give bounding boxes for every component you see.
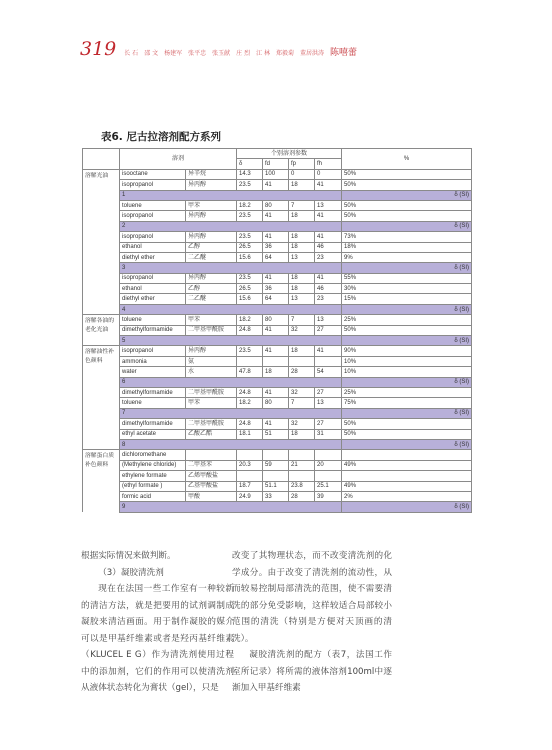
fp-cell: 0	[289, 169, 315, 179]
solvent-en-cell: isopropanol	[120, 346, 186, 356]
fh-cell: 41	[315, 273, 342, 283]
fp-cell: 18	[289, 242, 315, 252]
fp-cell	[289, 450, 315, 460]
fp-cell	[289, 356, 315, 366]
table-row	[83, 315, 472, 325]
header-blank-cell	[83, 149, 120, 170]
header-name: 庄 烈	[236, 50, 251, 57]
body-column-left	[81, 548, 234, 697]
solvent-zh-cell: 二乙醚	[186, 252, 237, 262]
table-row	[83, 429, 472, 439]
solvent-zh-cell: 乙醇	[186, 242, 237, 252]
percent-cell: 75%	[342, 398, 472, 408]
fh-cell: 54	[315, 367, 342, 377]
percent-cell: 50%	[342, 169, 472, 179]
table-row	[83, 471, 472, 481]
table-row	[83, 346, 472, 356]
table-row	[83, 211, 472, 221]
paragraph: 凝胶清洗剂的配方（表7，法国工作室所记录）将所需的液体溶剂100ml中逐渐加入甲基纤维素	[232, 650, 392, 693]
fp-cell: 28	[289, 367, 315, 377]
solvent-en-cell: dimethylformamide	[120, 419, 186, 429]
fp-cell: 13	[289, 294, 315, 304]
table-row	[83, 387, 472, 397]
mixture-row	[83, 439, 472, 449]
delta-cell: 23.5	[237, 211, 263, 221]
solvent-en-cell: diethyl ether	[120, 252, 186, 262]
fh-cell: 13	[315, 200, 342, 210]
delta-si-cell: δ (SI)	[342, 377, 472, 387]
fp-cell: 7	[289, 398, 315, 408]
fd-cell: 64	[263, 294, 289, 304]
solvent-zh-cell: 异丙醇	[186, 273, 237, 283]
fd-cell: 41	[263, 387, 289, 397]
table-row	[83, 273, 472, 283]
running-header	[80, 38, 357, 58]
fd-cell: 100	[263, 169, 289, 179]
fh-cell: 41	[315, 211, 342, 221]
delta-si-cell: δ (SI)	[342, 263, 472, 273]
paragraph: 现在在法国一些工作室有一种较新的清洁方法，就是把要用的试剂调制成凝胶来清洁画面。用于制作凝胶的媒介可以是甲基纤维素或者是羟丙基纤维素（KLUCEL E G）作为清洗剂使用过程中的添加剂，它们的作用可以使清洗剂从液体状态转化为膏状（gel），只是	[81, 584, 234, 693]
solvent-zh-cell: 二甲基苯	[186, 460, 237, 470]
percent-cell: 10%	[342, 356, 472, 366]
solvent-zh-cell: 甲苯	[186, 315, 237, 325]
fd-cell: 41	[263, 419, 289, 429]
fh-cell	[315, 471, 342, 481]
solvent-zh-cell: 水	[186, 367, 237, 377]
fh-cell: 23	[315, 294, 342, 304]
delta-cell: 24.8	[237, 419, 263, 429]
mixture-number-cell: 5	[120, 336, 342, 346]
percent-cell: 25%	[342, 315, 472, 325]
fp-cell: 18	[289, 232, 315, 242]
delta-si-cell: δ (SI)	[342, 190, 472, 200]
fd-cell: 36	[263, 242, 289, 252]
fp-cell: 32	[289, 387, 315, 397]
category-cell: 溶解油性补色颜料	[83, 346, 120, 450]
solvent-en-cell: diethyl ether	[120, 294, 186, 304]
fp-cell: 18	[289, 273, 315, 283]
fp-cell: 7	[289, 315, 315, 325]
delta-cell	[237, 356, 263, 366]
fd-cell: 41	[263, 180, 289, 190]
fp-cell	[289, 471, 315, 481]
mixture-row	[83, 336, 472, 346]
table-row	[83, 180, 472, 190]
category-cell: 溶解各油的老化光油	[83, 315, 120, 346]
delta-cell: 23.5	[237, 180, 263, 190]
fh-cell: 46	[315, 242, 342, 252]
solvent-en-cell: (ethyl formate )	[120, 481, 186, 491]
page-number: 319	[80, 38, 117, 60]
delta-cell: 18.2	[237, 315, 263, 325]
header-name: 江 林	[256, 50, 270, 57]
mixture-row	[83, 190, 472, 200]
solvent-zh-cell: 氨	[186, 356, 237, 366]
fd-cell: 41	[263, 232, 289, 242]
header-delta: δ	[237, 159, 263, 169]
mixture-number-cell: 2	[120, 221, 342, 231]
table-row	[83, 252, 472, 262]
table-row	[83, 242, 472, 252]
delta-si-cell: δ (SI)	[342, 439, 472, 449]
percent-cell: 15%	[342, 294, 472, 304]
solvent-zh-cell: 二甲基甲酰胺	[186, 387, 237, 397]
fd-cell: 80	[263, 315, 289, 325]
body-column-right	[232, 548, 392, 697]
header-name: 长 石	[124, 50, 139, 57]
solvent-en-cell: water	[120, 367, 186, 377]
header-percent: %	[342, 149, 472, 170]
fh-cell: 13	[315, 398, 342, 408]
solvent-zh-cell: 乙酸乙酯	[186, 429, 237, 439]
fd-cell: 51.1	[263, 481, 289, 491]
percent-cell: 50%	[342, 200, 472, 210]
percent-cell: 50%	[342, 211, 472, 221]
fh-cell: 27	[315, 419, 342, 429]
delta-cell: 15.6	[237, 252, 263, 262]
solvent-zh-cell: 异丙醇	[186, 211, 237, 221]
paragraph: 根据实际情况来做判断。	[81, 551, 176, 561]
mixture-number-cell: 1	[120, 190, 342, 200]
solvent-en-cell: (Methylene chloride)	[120, 460, 186, 470]
solvent-zh-cell: 甲苯	[186, 398, 237, 408]
delta-si-cell: δ (SI)	[342, 221, 472, 231]
fh-cell	[315, 356, 342, 366]
header-fp: fp	[289, 159, 315, 169]
fd-cell: 41	[263, 273, 289, 283]
table-row	[83, 450, 472, 460]
percent-cell: 30%	[342, 284, 472, 294]
percent-cell: 73%	[342, 232, 472, 242]
table-title: 表6. 尼古拉溶剂配方系列	[101, 131, 221, 143]
fd-cell: 64	[263, 252, 289, 262]
fp-cell: 28	[289, 491, 315, 501]
mixture-number-cell: 9	[120, 502, 342, 512]
delta-cell: 26.5	[237, 284, 263, 294]
fd-cell	[263, 450, 289, 460]
percent-cell: 9%	[342, 252, 472, 262]
mixture-row	[83, 263, 472, 273]
delta-cell: 26.5	[237, 242, 263, 252]
percent-cell: 18%	[342, 242, 472, 252]
fh-cell: 41	[315, 346, 342, 356]
percent-cell: 90%	[342, 346, 472, 356]
category-cell: 溶解蛋白质补色颜料	[83, 450, 120, 512]
solvent-en-cell: toluene	[120, 398, 186, 408]
solvent-zh-cell: 二甲基甲酰胺	[186, 325, 237, 335]
delta-cell: 14.3	[237, 169, 263, 179]
fd-cell: 80	[263, 200, 289, 210]
fd-cell: 59	[263, 460, 289, 470]
header-name: 郑毅菊	[276, 50, 295, 57]
table-row	[83, 200, 472, 210]
solvent-zh-cell: 异丙醇	[186, 346, 237, 356]
solvent-en-cell: ethylene formate	[120, 471, 186, 481]
table-row	[83, 356, 472, 366]
solvent-en-cell: dichloromethane	[120, 450, 186, 460]
delta-si-cell: δ (SI)	[342, 336, 472, 346]
solvent-zh-cell: 异辛烷	[186, 169, 237, 179]
fd-cell	[263, 356, 289, 366]
fp-cell: 18	[289, 284, 315, 294]
delta-cell: 47.8	[237, 367, 263, 377]
fd-cell: 41	[263, 346, 289, 356]
table-row	[83, 491, 472, 501]
delta-cell: 23.5	[237, 232, 263, 242]
table-body	[83, 169, 472, 512]
delta-cell: 18.7	[237, 481, 263, 491]
delta-cell: 18.2	[237, 200, 263, 210]
mixture-row	[83, 502, 472, 512]
section-heading: （3）凝胶清洗剂	[98, 567, 164, 578]
table-row	[83, 284, 472, 294]
delta-cell	[237, 471, 263, 481]
fd-cell: 41	[263, 211, 289, 221]
fd-cell	[263, 471, 289, 481]
delta-cell: 18.1	[237, 429, 263, 439]
header-name: 张平忠	[188, 50, 207, 57]
percent-cell: 50%	[342, 325, 472, 335]
mixture-number-cell: 7	[120, 408, 342, 418]
solvent-en-cell: toluene	[120, 315, 186, 325]
solvent-zh-cell: 二乙醚	[186, 294, 237, 304]
solvent-zh-cell: 乙醇	[186, 284, 237, 294]
solvent-en-cell: isopropanol	[120, 232, 186, 242]
fh-cell: 41	[315, 232, 342, 242]
table-row	[83, 398, 472, 408]
header-fd: fd	[263, 159, 289, 169]
header-name: 邵 文	[144, 50, 159, 57]
solvent-en-cell: formic acid	[120, 491, 186, 501]
header-name: 杨建军	[164, 50, 183, 57]
fp-cell: 18	[289, 180, 315, 190]
solvent-zh-cell: 异丙醇	[186, 232, 237, 242]
fp-cell: 18	[289, 346, 315, 356]
fh-cell: 27	[315, 325, 342, 335]
fd-cell: 80	[263, 398, 289, 408]
header-name: 董居洪涛	[300, 50, 325, 57]
fh-cell	[315, 450, 342, 460]
solvent-en-cell: ethyl acetate	[120, 429, 186, 439]
delta-si-cell: δ (SI)	[342, 304, 472, 314]
fp-cell: 18	[289, 211, 315, 221]
fp-cell: 7	[289, 200, 315, 210]
solvent-formula-table	[82, 148, 472, 513]
table-row	[83, 367, 472, 377]
solvent-en-cell: isopropanol	[120, 180, 186, 190]
solvent-zh-cell: 甲酸	[186, 491, 237, 501]
solvent-en-cell: ethanol	[120, 284, 186, 294]
delta-cell: 15.6	[237, 294, 263, 304]
fd-cell: 51	[263, 429, 289, 439]
delta-cell: 24.8	[237, 325, 263, 335]
table-row	[83, 169, 472, 179]
delta-cell: 24.8	[237, 387, 263, 397]
percent-cell: 50%	[342, 419, 472, 429]
header-params: 个别溶剂参数	[237, 149, 342, 159]
solvent-zh-cell: 甲苯	[186, 200, 237, 210]
mixture-row	[83, 221, 472, 231]
percent-cell	[342, 450, 472, 460]
delta-cell: 23.5	[237, 346, 263, 356]
solvent-en-cell: isopropanol	[120, 273, 186, 283]
table-row	[83, 419, 472, 429]
table-row	[83, 481, 472, 491]
fp-cell: 23.8	[289, 481, 315, 491]
percent-cell	[342, 471, 472, 481]
fh-cell: 0	[315, 169, 342, 179]
mixture-row	[83, 377, 472, 387]
paragraph: 改变了其物理状态，而不改变清洗剂的化学成分。由于改变了清洗剂的流动性，从而较易控制局部清洗的范围，使不需要清洗的部分免受影响，这样较适合局部较小范围的清洗（特别是方便对天顶画的清洗）。	[232, 551, 392, 644]
percent-cell: 2%	[342, 491, 472, 501]
solvent-en-cell: ethanol	[120, 242, 186, 252]
delta-si-cell: δ (SI)	[342, 408, 472, 418]
fh-cell: 25.1	[315, 481, 342, 491]
header-solvent: 溶剂	[120, 149, 237, 170]
delta-cell: 20.3	[237, 460, 263, 470]
mixture-number-cell: 6	[120, 377, 342, 387]
delta-cell: 24.9	[237, 491, 263, 501]
table-row	[83, 232, 472, 242]
category-cell: 溶解光油	[83, 169, 120, 314]
delta-cell: 18.2	[237, 398, 263, 408]
percent-cell: 55%	[342, 273, 472, 283]
fd-cell: 18	[263, 367, 289, 377]
header-fh: fh	[315, 159, 342, 169]
mixture-row	[83, 408, 472, 418]
solvent-en-cell: ammonia	[120, 356, 186, 366]
solvent-zh-cell: 乙基甲酸盐	[186, 481, 237, 491]
fp-cell: 18	[289, 429, 315, 439]
solvent-zh-cell	[186, 450, 237, 460]
solvent-en-cell: dimethylformamide	[120, 325, 186, 335]
percent-cell: 25%	[342, 387, 472, 397]
solvent-zh-cell: 二甲基甲酰胺	[186, 419, 237, 429]
header-highlighted-name: 陈嘻蕾	[330, 48, 358, 58]
solvent-zh-cell: 乙烯甲酸盐	[186, 471, 237, 481]
table-row	[83, 294, 472, 304]
fp-cell: 21	[289, 460, 315, 470]
fh-cell: 31	[315, 429, 342, 439]
percent-cell: 50%	[342, 429, 472, 439]
table-row	[83, 325, 472, 335]
mixture-number-cell: 4	[120, 304, 342, 314]
solvent-en-cell: toluene	[120, 200, 186, 210]
mixture-number-cell: 3	[120, 263, 342, 273]
fp-cell: 32	[289, 419, 315, 429]
solvent-zh-cell: 异丙醇	[186, 180, 237, 190]
fd-cell: 36	[263, 284, 289, 294]
percent-cell: 10%	[342, 367, 472, 377]
solvent-en-cell: isooctane	[120, 169, 186, 179]
solvent-en-cell: dimethylformamide	[120, 387, 186, 397]
mixture-row	[83, 304, 472, 314]
delta-si-cell: δ (SI)	[342, 502, 472, 512]
fh-cell: 27	[315, 387, 342, 397]
mixture-number-cell: 8	[120, 439, 342, 449]
fh-cell: 13	[315, 315, 342, 325]
delta-cell	[237, 450, 263, 460]
header-name: 张玉献	[212, 50, 231, 57]
fh-cell: 41	[315, 180, 342, 190]
table-row	[83, 460, 472, 470]
fh-cell: 46	[315, 284, 342, 294]
fp-cell: 13	[289, 252, 315, 262]
percent-cell: 49%	[342, 481, 472, 491]
fd-cell: 41	[263, 325, 289, 335]
solvent-en-cell: isopropanol	[120, 211, 186, 221]
delta-cell: 23.5	[237, 273, 263, 283]
fd-cell: 33	[263, 491, 289, 501]
fh-cell: 20	[315, 460, 342, 470]
percent-cell: 50%	[342, 180, 472, 190]
fh-cell: 23	[315, 252, 342, 262]
percent-cell: 49%	[342, 460, 472, 470]
fp-cell: 32	[289, 325, 315, 335]
fh-cell: 39	[315, 491, 342, 501]
